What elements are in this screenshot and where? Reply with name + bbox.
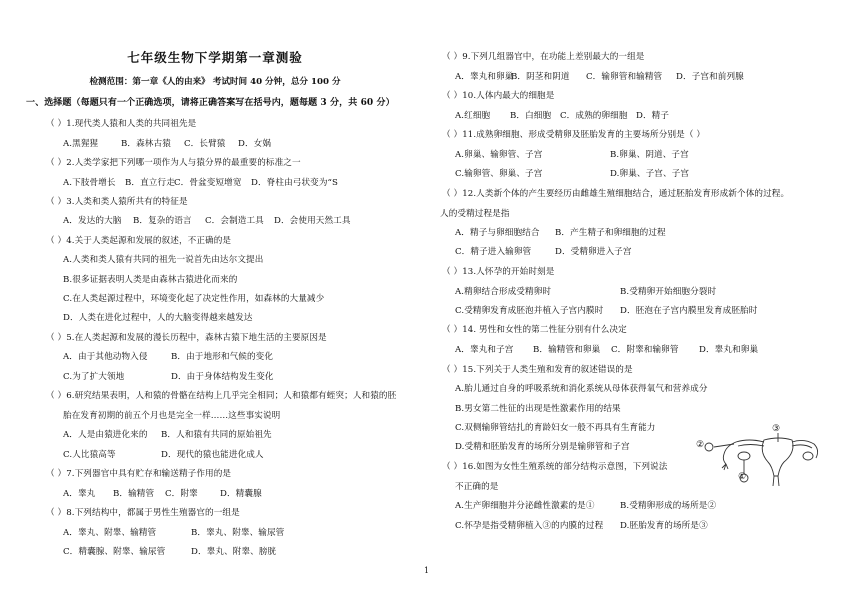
q11-opt-d[interactable]: D.卵巢、子宫、子宫 bbox=[610, 169, 690, 179]
q6-options-row1 bbox=[63, 430, 272, 441]
q11-options-row1 bbox=[455, 150, 689, 161]
q8-opt-b[interactable]: B．睾丸、附睾、输尿管 bbox=[191, 528, 285, 538]
q16-options-row1 bbox=[455, 501, 716, 512]
q14-opt-c[interactable]: C．附睾和输卵管 bbox=[611, 345, 679, 355]
section-heading: 一、选择题（每题只有一个正确选项，请将正确答案写在括号内，题每题 3 分，共 60 分） bbox=[26, 98, 395, 108]
q8-stem: （ ）8.下列结构中，都属于男性生殖器官的一组是 bbox=[46, 508, 240, 518]
page-number: 1 bbox=[424, 566, 430, 575]
q4-opt-c[interactable]: C.在人类起源过程中，环境变化起了决定性作用，如森林的大量减少 bbox=[63, 294, 325, 304]
q1-options bbox=[63, 139, 271, 150]
q12-stem-line1: （ ）12.人类新个体的产生要经历由雌雄生殖细胞结合，通过胚胎发育形成新个体的过程。 bbox=[442, 189, 790, 199]
q7-opt-d[interactable]: D．精囊腺 bbox=[220, 489, 262, 499]
q7-opt-a[interactable]: A．睾丸 bbox=[63, 489, 96, 499]
q4-opt-a[interactable]: A.人类和类人猿有共同的祖先一说首先由达尔文提出 bbox=[63, 255, 264, 265]
q5-opt-c[interactable]: C.为了扩大领地 bbox=[63, 372, 125, 382]
q12-stem-line2: 人的受精过程是指 bbox=[440, 209, 510, 219]
q9-stem: （ ）9.下列几组器官中，在功能上差别最大的一组是 bbox=[442, 52, 645, 62]
q5-opt-a[interactable]: A．由于其他动物入侵 bbox=[63, 352, 148, 362]
q13-opt-c[interactable]: C.受精卵发育成胚泡并植入子宫内膜时 bbox=[455, 306, 604, 316]
q9-options bbox=[455, 72, 744, 83]
q11-options-row2 bbox=[455, 169, 689, 180]
q14-opt-b[interactable]: B．输精管和卵巢 bbox=[533, 345, 601, 355]
q10-opt-c[interactable]: C．成熟的卵细胞 bbox=[560, 111, 628, 121]
figure-label-1: ① bbox=[738, 472, 747, 482]
q11-stem: （ ）11.成熟卵细胞、形成受精卵及胚胎发育的主要场所分别是（ ） bbox=[442, 130, 706, 140]
q15-opt-a[interactable]: A.胎儿通过自身的呼吸系统和消化系统从母体获得氧气和营养成分 bbox=[455, 384, 708, 394]
exam-subtitle: 检测范围：第一章《人的由来》 考试时间 40 分钟，总分 100 分 bbox=[89, 77, 341, 87]
q1-opt-d[interactable]: D．女娲 bbox=[238, 139, 272, 149]
q14-opt-d[interactable]: D．睾丸和卵巢 bbox=[699, 345, 759, 355]
q16-opt-c[interactable]: C.怀孕是指受精卵植入③的内膜的过程 bbox=[455, 521, 604, 531]
q12-opt-b[interactable]: B．产生精子和卵细胞的过程 bbox=[555, 228, 666, 238]
q2-opt-b[interactable]: B．直立行走 bbox=[125, 178, 175, 188]
q8-options-row1 bbox=[63, 528, 284, 539]
q8-opt-a[interactable]: A．睾丸、附睾、输精管 bbox=[63, 528, 157, 538]
q2-options bbox=[63, 178, 338, 189]
page-title: 七年级生物下学期第一章测验 bbox=[127, 50, 303, 65]
q12-options-row1 bbox=[455, 228, 666, 239]
q13-stem: （ ）13.人怀孕的开始时刻是 bbox=[442, 267, 555, 277]
q6-options-row2 bbox=[63, 450, 264, 461]
q10-stem: （ ）10.人体内最大的细胞是 bbox=[442, 91, 555, 101]
q6-opt-d[interactable]: D．现代的猿也能进化成人 bbox=[161, 450, 264, 460]
q4-opt-d[interactable]: D．人类在进化过程中，人的大脑变得越来越发达 bbox=[63, 313, 253, 323]
q3-opt-c[interactable]: C．会制造工具 bbox=[205, 216, 264, 226]
q7-opt-c[interactable]: C．附睾 bbox=[165, 489, 198, 499]
q13-options-row2 bbox=[455, 306, 757, 317]
q5-options-row2 bbox=[63, 372, 274, 383]
q13-opt-d[interactable]: D．胚泡在子宫内膜里发育成胚胎时 bbox=[620, 306, 758, 316]
q9-opt-d[interactable]: D．子宫和前列腺 bbox=[676, 72, 744, 82]
q6-stem-line1: （ ）6.研究结果表明，人和猿的骨骼在结构上几乎完全相同；人和猿都有蛭突；人和猿的胚 bbox=[46, 391, 397, 401]
female-reproductive-diagram bbox=[696, 424, 822, 488]
q6-opt-a[interactable]: A．人是由猿进化来的 bbox=[63, 430, 148, 440]
q16-opt-b[interactable]: B.受精卵形成的场所是② bbox=[620, 501, 717, 511]
q7-stem: （ ）7.下列器官中具有贮存和输送精子作用的是 bbox=[46, 469, 232, 479]
q12-opt-d[interactable]: D．受精卵进入子宫 bbox=[555, 247, 632, 257]
q16-stem-line2: 不正确的是 bbox=[455, 482, 499, 492]
q2-opt-d[interactable]: D．脊柱由弓状变为“S bbox=[251, 178, 339, 188]
q14-options bbox=[455, 345, 758, 356]
q15-opt-d[interactable]: D.受精和胚胎发育的场所分别是输卵管和子宫 bbox=[455, 442, 630, 452]
q11-opt-a[interactable]: A.卵巢、输卵管、子宫 bbox=[455, 150, 543, 160]
q11-opt-b[interactable]: B.卵巢、阴道、子宫 bbox=[610, 150, 689, 160]
figure-label-3: ③ bbox=[772, 424, 781, 434]
q2-stem: （ ）2.人类学家把下列哪一项作为人与猿分界的最重要的标准之一 bbox=[46, 158, 301, 168]
q10-opt-d[interactable]: D．精子 bbox=[636, 111, 670, 121]
q16-options-row2 bbox=[455, 521, 708, 532]
q14-stem: （ ）14. 男性和女性的第二性征分别有什么决定 bbox=[442, 325, 627, 335]
q10-opt-a[interactable]: A.红细胞 bbox=[455, 111, 491, 121]
q6-opt-b[interactable]: B．人和猿有共同的原始祖先 bbox=[161, 430, 272, 440]
q12-opt-c[interactable]: C．精子进入输卵管 bbox=[455, 247, 532, 257]
reproductive-system-illustration bbox=[704, 430, 822, 488]
q16-opt-a[interactable]: A.生产卵细胞并分泌雌性激素的是① bbox=[455, 501, 595, 511]
q7-opt-b[interactable]: B．输精管 bbox=[113, 489, 155, 499]
q5-opt-d[interactable]: D．由于身体结构发生变化 bbox=[171, 372, 274, 382]
q12-options-row2 bbox=[455, 247, 632, 258]
q1-opt-b[interactable]: B．森林古猿 bbox=[121, 139, 171, 149]
q5-opt-b[interactable]: B．由于地形和气候的变化 bbox=[171, 352, 274, 362]
q1-stem: （ ）1.现代类人猿和人类的共同祖先是 bbox=[46, 119, 197, 129]
q2-opt-c[interactable]: C．骨盆变短增宽 bbox=[174, 178, 242, 188]
q15-opt-c[interactable]: C.双侧输卵管结扎的育龄妇女一般不再具有生育能力 bbox=[455, 423, 656, 433]
q8-opt-c[interactable]: C．精囊腺、附睾、输尿管 bbox=[63, 547, 166, 557]
q2-opt-a[interactable]: A.下肢骨增长 bbox=[63, 178, 116, 188]
q6-stem-line2: 胎在发育初期的前五个月也是完全一样……这些事实说明 bbox=[63, 411, 281, 421]
q3-options bbox=[63, 216, 351, 227]
q9-opt-a[interactable]: A．睾丸和卵巢 bbox=[455, 72, 514, 82]
q15-opt-b[interactable]: B.男女第二性征的出现是性激素作用的结果 bbox=[455, 404, 621, 414]
q5-options-row1 bbox=[63, 352, 273, 363]
figure-label-2: ② bbox=[696, 440, 705, 450]
q3-opt-d[interactable]: D．会使用天然工具 bbox=[274, 216, 351, 226]
q10-options bbox=[455, 111, 669, 122]
q14-opt-a[interactable]: A．睾丸和子宫 bbox=[455, 345, 514, 355]
q5-stem: （ ）5.在人类起源和发展的漫长历程中，森林古猿下地生活的主要原因是 bbox=[46, 333, 327, 343]
q8-opt-d[interactable]: D．睾丸、附睾、膀胱 bbox=[191, 547, 277, 557]
q11-opt-c[interactable]: C.输卵管、卵巢、子宫 bbox=[455, 169, 543, 179]
q4-opt-b[interactable]: B.很多证据表明人类是由森林古猿进化而来的 bbox=[63, 275, 238, 285]
q3-opt-b[interactable]: B．复杂的语言 bbox=[133, 216, 192, 226]
q1-opt-a[interactable]: A.黑猩猩 bbox=[63, 139, 99, 149]
q13-options-row1 bbox=[455, 287, 716, 298]
q15-stem: （ ）15.下列关于人类生殖和发育的叙述错误的是 bbox=[442, 365, 633, 375]
q16-opt-d[interactable]: D.胚胎发育的场所是③ bbox=[620, 521, 708, 531]
q3-opt-a[interactable]: A．发达的大脑 bbox=[63, 216, 122, 226]
q1-opt-c[interactable]: C．长臂猿 bbox=[184, 139, 226, 149]
q13-opt-b[interactable]: B.受精卵开始细胞分裂时 bbox=[620, 287, 717, 297]
q16-stem-line1: （ ）16.如图为女性生殖系统的部分结构示意图，下列说法 bbox=[442, 462, 668, 472]
q3-stem: （ ）3.人类和类人猿所共有的特征是 bbox=[46, 197, 188, 207]
q6-opt-c[interactable]: C.人比猿高等 bbox=[63, 450, 116, 460]
q13-opt-a[interactable]: A.精卵结合形成受精卵时 bbox=[455, 287, 552, 297]
q8-options-row2 bbox=[63, 547, 276, 558]
q9-opt-c[interactable]: C．输卵管和输精管 bbox=[586, 72, 663, 82]
q4-stem: （ ）4.关于人类起源和发展的叙述，不正确的是 bbox=[46, 236, 232, 246]
q9-opt-b[interactable]: B．阴茎和阴道 bbox=[511, 72, 570, 82]
q12-opt-a[interactable]: A．精子与卵细胞结合 bbox=[455, 228, 540, 238]
q7-options bbox=[63, 489, 262, 500]
q10-opt-b[interactable]: B．白细胞 bbox=[510, 111, 552, 121]
